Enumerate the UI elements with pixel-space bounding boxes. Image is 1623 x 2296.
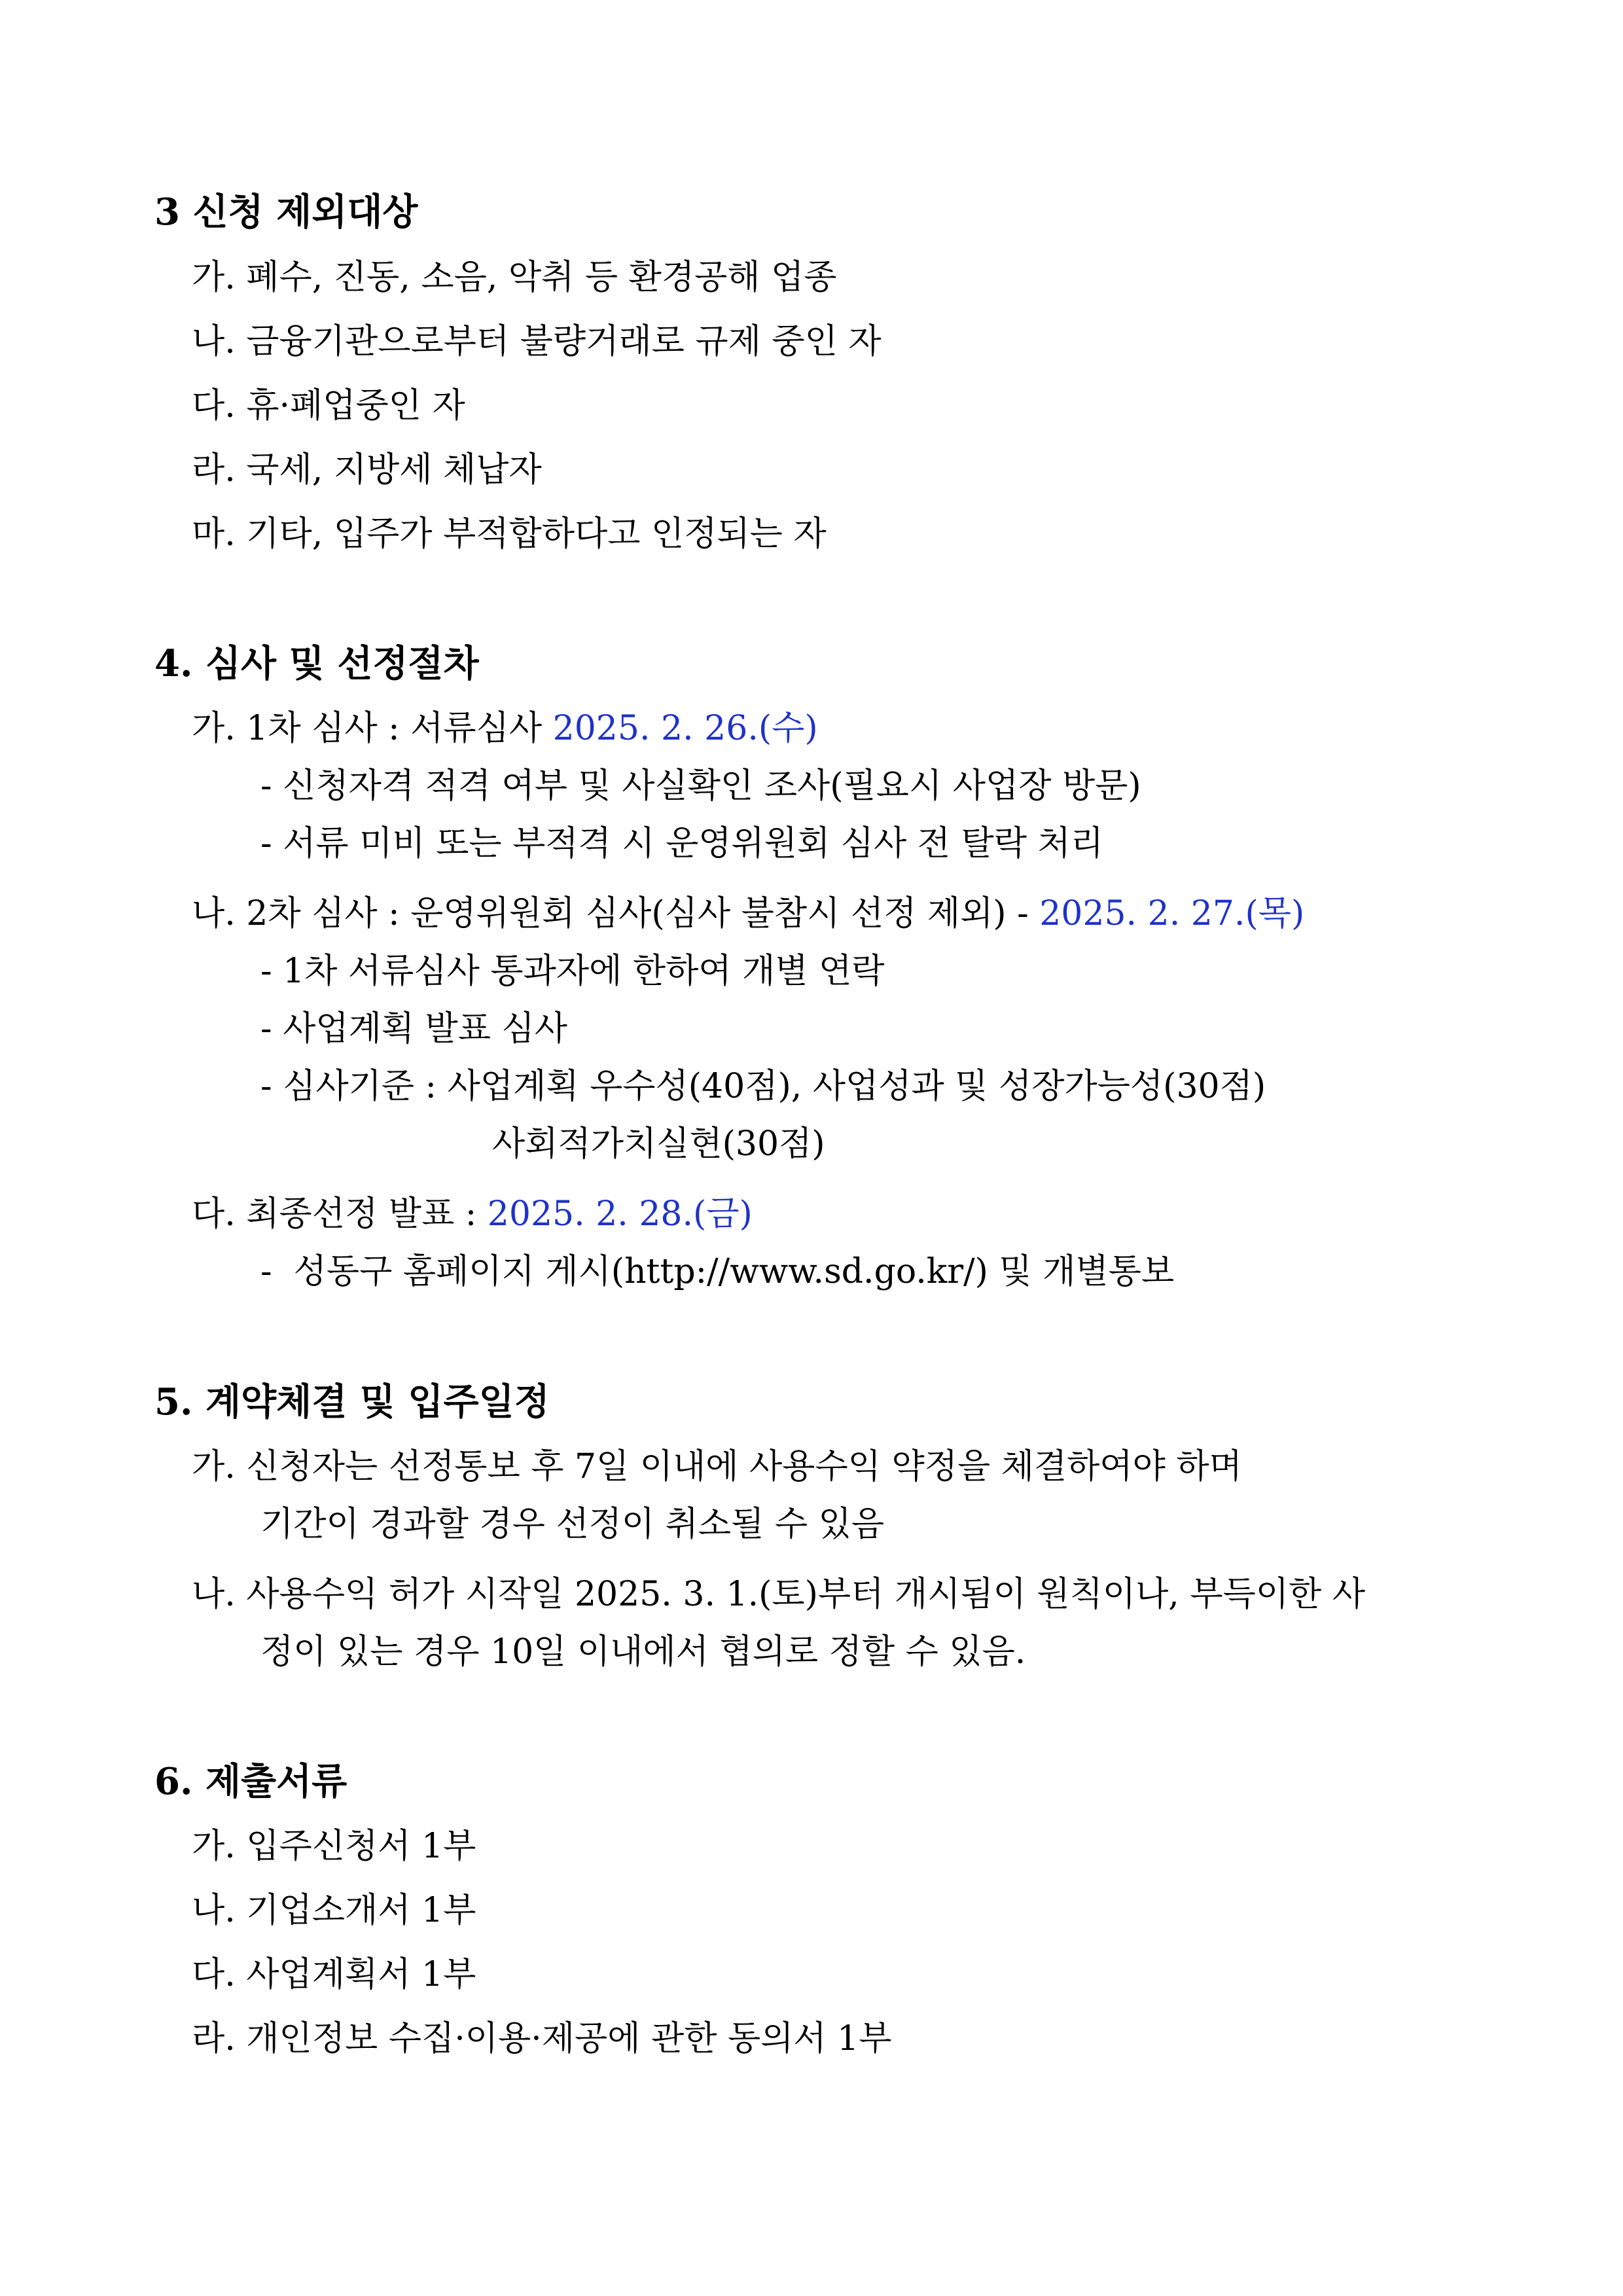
s5-na-line-2: 정이 있는 경우 10일 이내에서 협의로 정할 수 있음. <box>260 1632 1026 1672</box>
s3-item-2: 나. 금융기관으로부터 불량거래로 규제 중인 자 <box>192 322 882 361</box>
s4-na-sub-3: - 심사기준 : 사업계획 우수성(40점), 사업성과 및 성장가능성(30점) <box>260 1067 1266 1106</box>
s4-na-sub-2: - 사업계획 발표 심사 <box>260 1009 568 1049</box>
s4-na-line <box>192 894 1305 933</box>
section-4-title: 4. 심사 및 선정절차 <box>154 642 479 685</box>
s5-na-line-1: 나. 사용수익 허가 시작일 2025. 3. 1.(토)부터 개시됨이 원칙이나, 부득이한 사 <box>192 1575 1366 1614</box>
s4-ga-date: 2025. 2. 26.(수) <box>552 709 818 748</box>
s4-ga-sub-2: - 서류 미비 또는 부적격 시 운영위원회 심사 전 탈락 처리 <box>260 824 1103 863</box>
s4-na-date: 2025. 2. 27.(목) <box>1039 894 1305 933</box>
s4-na-sub-1: - 1차 서류심사 통과자에 한하여 개별 연락 <box>260 952 885 991</box>
s3-item-1: 가. 폐수, 진동, 소음, 악취 등 환경공해 업종 <box>192 258 837 297</box>
s6-item-3: 다. 사업계획서 1부 <box>192 1955 476 1994</box>
section-3-title: 3 신청 제외대상 <box>154 190 418 234</box>
s4-da-sub: - 성동구 홈페이지 게시(http://www.sd.go.kr/) 및 개별통보 <box>260 1252 1175 1291</box>
s4-da-text: 다. 최종선정 발표 : <box>192 1194 488 1234</box>
section-6-title: 6. 제출서류 <box>154 1760 348 1803</box>
s6-item-1: 가. 입주신청서 1부 <box>192 1827 476 1866</box>
s3-item-5: 마. 기타, 입주가 부적합하다고 인정되는 자 <box>192 514 827 554</box>
section-5-title: 5. 계약체결 및 입주일정 <box>154 1380 550 1424</box>
s4-da-line <box>192 1194 753 1234</box>
s6-item-2: 나. 기업소개서 1부 <box>192 1891 476 1930</box>
s3-item-4: 라. 국세, 지방세 체납자 <box>192 450 542 490</box>
s4-ga-text: 가. 1차 심사 : 서류심사 <box>192 709 553 748</box>
s4-na-sub-3-cont: 사회적가치실현(30점) <box>492 1124 825 1164</box>
s4-ga-line <box>192 709 818 748</box>
s4-na-text: 나. 2차 심사 : 운영위원회 심사(심사 불참시 선정 제외) - <box>192 894 1040 933</box>
s4-ga-sub-1: - 신청자격 적격 여부 및 사실확인 조사(필요시 사업장 방문) <box>260 766 1141 806</box>
s3-item-3: 다. 휴·폐업중인 자 <box>192 386 465 425</box>
s4-da-date: 2025. 2. 28.(금) <box>487 1194 753 1234</box>
s5-ga-line-1: 가. 신청자는 선정통보 후 7일 이내에 사용수익 약정을 체결하여야 하며 <box>192 1447 1242 1486</box>
s6-item-4: 라. 개인정보 수집·이용·제공에 관한 동의서 1부 <box>192 2019 892 2058</box>
s5-ga-line-2: 기간이 경과할 경우 선정이 취소될 수 있음 <box>260 1505 885 1544</box>
